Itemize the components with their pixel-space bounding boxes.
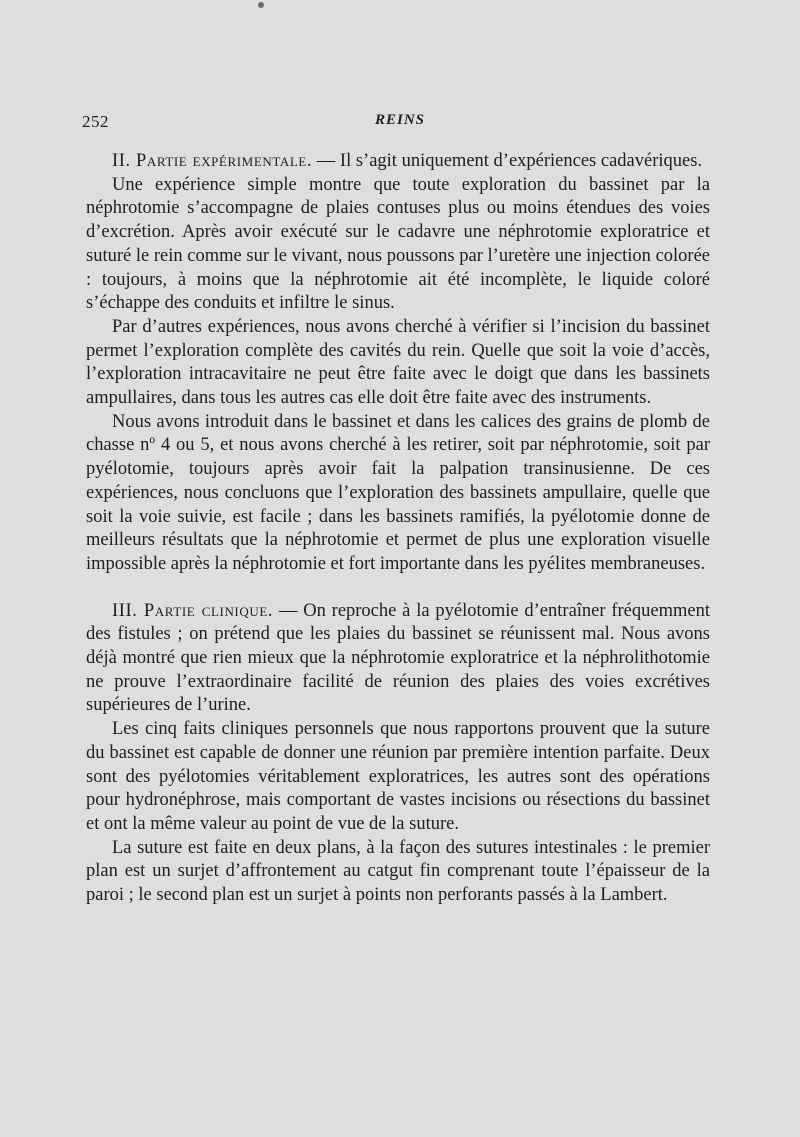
paragraph: Les cinq faits cliniques personnels que nous rapportons prouvent que la suture du bassinet est capable de donner une réunion par première intention parfaite. Deux sont des pyélotomies véritablement exploratrices, les autres sont des opérations pour hydronéphrose, mais comportant de vastes incisions ou résections du bassinet et ont la même valeur au point de vue de la suture. [86, 719, 710, 834]
section-heading-clinical: III. Partie clinique. [112, 600, 274, 621]
section-heading-experimental: II. Partie expérimentale. [112, 151, 313, 171]
section-experimental-intro [86, 150, 710, 174]
paragraph: Une expérience simple montre que toute exploration du bassinet par la néphrotomie s’accompagne de plaies contuses plus ou moins étendues des voies d’excrétion. Après avoir exécuté sur le cadavre une néphrotomie exploratrice et suturé le rein comme sur le vivant, nous poussons par l’uretère une injection colorée : toujours, à moins que la néphrotomie ait été incomplète, le liquide coloré s’échappe des conduits et infiltre le sinus. [86, 174, 710, 314]
page-number: 252 [82, 112, 109, 131]
paragraph: Par d’autres expériences, nous avons cherché à vérifier si l’incision du bassinet permet l’exploration complète des cavités du rein. Quelle que soit la voie d’accès, l’exploration intracavitaire ne peut être faite avec le doigt que dans les bassinets ampullaires, dans tous les autres cas elle doit être faite avec des instruments. [86, 316, 710, 409]
paragraph: La suture est faite en deux plans, à la façon des sutures intestinales : le premier plan est un surjet d’affrontement au catgut fin comprenant toute l’épaisseur de la paroi ; le second plan est un surjet à points non perforants passés à la Lambert. [86, 837, 710, 906]
page-body [86, 150, 710, 908]
paragraph: Nous avons introduit dans le bassinet et dans les calices des grains de plomb de chasse nº 4 ou 5, et nous avons cherché à les retirer, soit par néphrotomie, soit par pyélotomie, toujours après avoir fait la palpation transinusienne. De ces expériences, nous concluons que l’exploration des bassinets ampullaire, quelle que soit la voie suivie, est facile ; dans les bassinets ramifiés, la pyélotomie donne de meilleurs résultats que la néphrotomie et permet de plus une exploration visuelle impossible après la néphrotomie et fort importante dans les pyélites membraneuses. [86, 411, 710, 574]
section-clinical-intro [86, 600, 710, 719]
section-experimental-lead: — Il s’agit uniquement d’expériences cadavériques. [312, 151, 703, 171]
section-clinical-lead: — On reproche à la pyélotomie d’entraîner fréquemment des fistules ; on prétend que les plaies du bassinet se réunissent mal. Nous avons déjà montré que rien mieux que la néphrotomie exploratrice et la néphrolithotomie ne prouve l’extraordinaire facilité de réunion des plaies des voies excrétives supérieures de l’urine. [86, 600, 710, 716]
running-title: REINS [374, 112, 426, 128]
ink-speck [258, 2, 264, 8]
page-header [82, 112, 718, 136]
